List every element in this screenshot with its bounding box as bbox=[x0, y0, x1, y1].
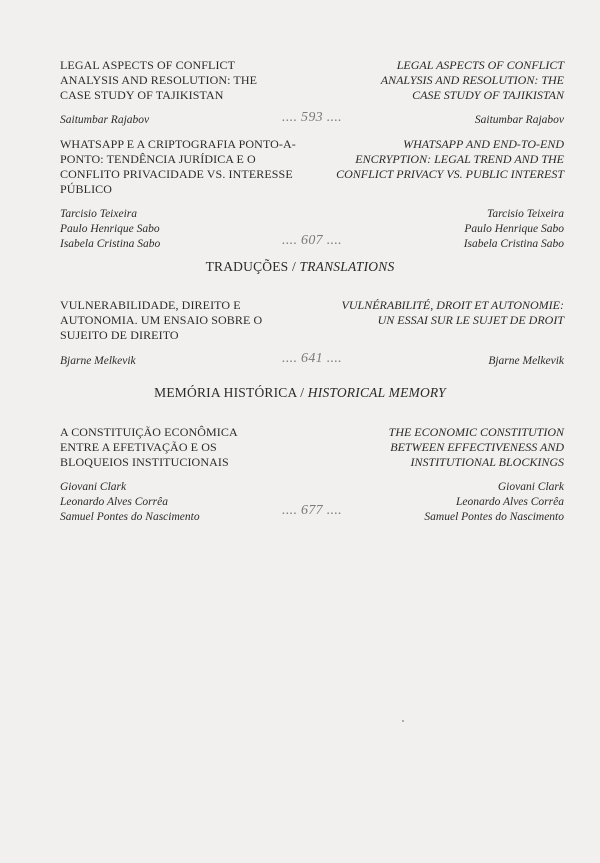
section-title-pt: MEMÓRIA HISTÓRICA / bbox=[154, 385, 308, 400]
title-pt-text: A CONSTITUIÇÃO ECONÔMICA ENTRE A EFETIVAÇÃO E OS BLOQUEIOS INSTITUCIONAIS bbox=[60, 425, 238, 469]
title-pt-text: LEGAL ASPECTS OF CONFLICT ANALYSIS AND RESOLUTION: THE CASE STUDY OF TAJIKISTAN bbox=[60, 58, 258, 102]
entry-title-english bbox=[314, 58, 564, 103]
title-en-text: LEGAL ASPECTS OF CONFLICT ANALYSIS AND RESOLUTION: THE CASE STUDY OF TAJIKISTAN bbox=[380, 58, 564, 102]
author-left: Leonardo Alves Corrêa bbox=[60, 496, 168, 508]
author-left: Giovani Clark bbox=[60, 481, 127, 493]
author-right: Giovani Clark bbox=[497, 481, 564, 493]
section-title-en: TRANSLATIONS bbox=[299, 259, 395, 274]
title-en-text: WHATSAPP AND END-TO-END ENCRYPTION: LEGAL TREND AND THE CONFLICT PRIVACY VS. PUBLIC INTEREST bbox=[336, 137, 564, 181]
author-left: Saitumbar Rajabov bbox=[60, 114, 150, 126]
page-number: .... 593 .... bbox=[282, 110, 342, 125]
entry-title-portuguese bbox=[60, 137, 310, 197]
page-number: .... 677 .... bbox=[282, 503, 342, 518]
title-pt-text: WHATSAPP E A CRIPTOGRAFIA PONTO-A-PONTO: TENDÊNCIA JURÍDICA E O CONFLITO PRIVACIDADE VS. INTERESSE PÚBLICO bbox=[60, 137, 296, 196]
author-right: Samuel Pontes do Nascimento bbox=[424, 511, 564, 523]
toc-entry bbox=[60, 298, 564, 370]
author-right: Leonardo Alves Corrêa bbox=[456, 496, 564, 508]
title-en-text: VULNÉRABILITÉ, DROIT ET AUTONOMIE: UN ESSAI SUR LE SUJET DE DROIT bbox=[341, 298, 564, 327]
section-heading-translations bbox=[0, 259, 600, 275]
toc-entry bbox=[60, 425, 564, 525]
section-heading-historical-memory bbox=[0, 385, 600, 401]
entry-title-portuguese bbox=[60, 425, 310, 470]
title-pt-text: VULNERABILIDADE, DIREITO E AUTONOMIA. UM ENSAIO SOBRE O SUJEITO DE DIREITO bbox=[60, 298, 263, 342]
entry-title-portuguese bbox=[60, 298, 310, 343]
author-left: Paulo Henrique Sabo bbox=[60, 223, 160, 235]
author-left: Bjarne Melkevik bbox=[60, 355, 136, 367]
section-title-pt: TRADUÇÕES / bbox=[205, 259, 300, 274]
page-number: .... 641 .... bbox=[282, 351, 342, 366]
author-right: Isabela Cristina Sabo bbox=[463, 238, 564, 250]
section-title-en: HISTORICAL MEMORY bbox=[307, 385, 446, 400]
toc-entry bbox=[60, 58, 564, 133]
author-right: Bjarne Melkevik bbox=[488, 355, 564, 367]
author-left: Tarcisio Teixeira bbox=[60, 208, 138, 220]
entry-title-portuguese bbox=[60, 58, 310, 103]
paper-speck bbox=[402, 720, 404, 722]
toc-entry bbox=[60, 137, 564, 252]
entry-title-english bbox=[314, 298, 564, 328]
title-en-text: THE ECONOMIC CONSTITUTION BETWEEN EFFECTIVENESS AND INSTITUTIONAL BLOCKINGS bbox=[388, 425, 564, 469]
author-right: Paulo Henrique Sabo bbox=[464, 223, 564, 235]
page-number: .... 607 .... bbox=[282, 233, 342, 248]
author-right: Saitumbar Rajabov bbox=[474, 114, 564, 126]
author-right: Tarcisio Teixeira bbox=[486, 208, 564, 220]
entry-title-english bbox=[314, 425, 564, 470]
author-left: Samuel Pontes do Nascimento bbox=[60, 511, 200, 523]
author-left: Isabela Cristina Sabo bbox=[60, 238, 161, 250]
entry-title-english bbox=[314, 137, 564, 182]
